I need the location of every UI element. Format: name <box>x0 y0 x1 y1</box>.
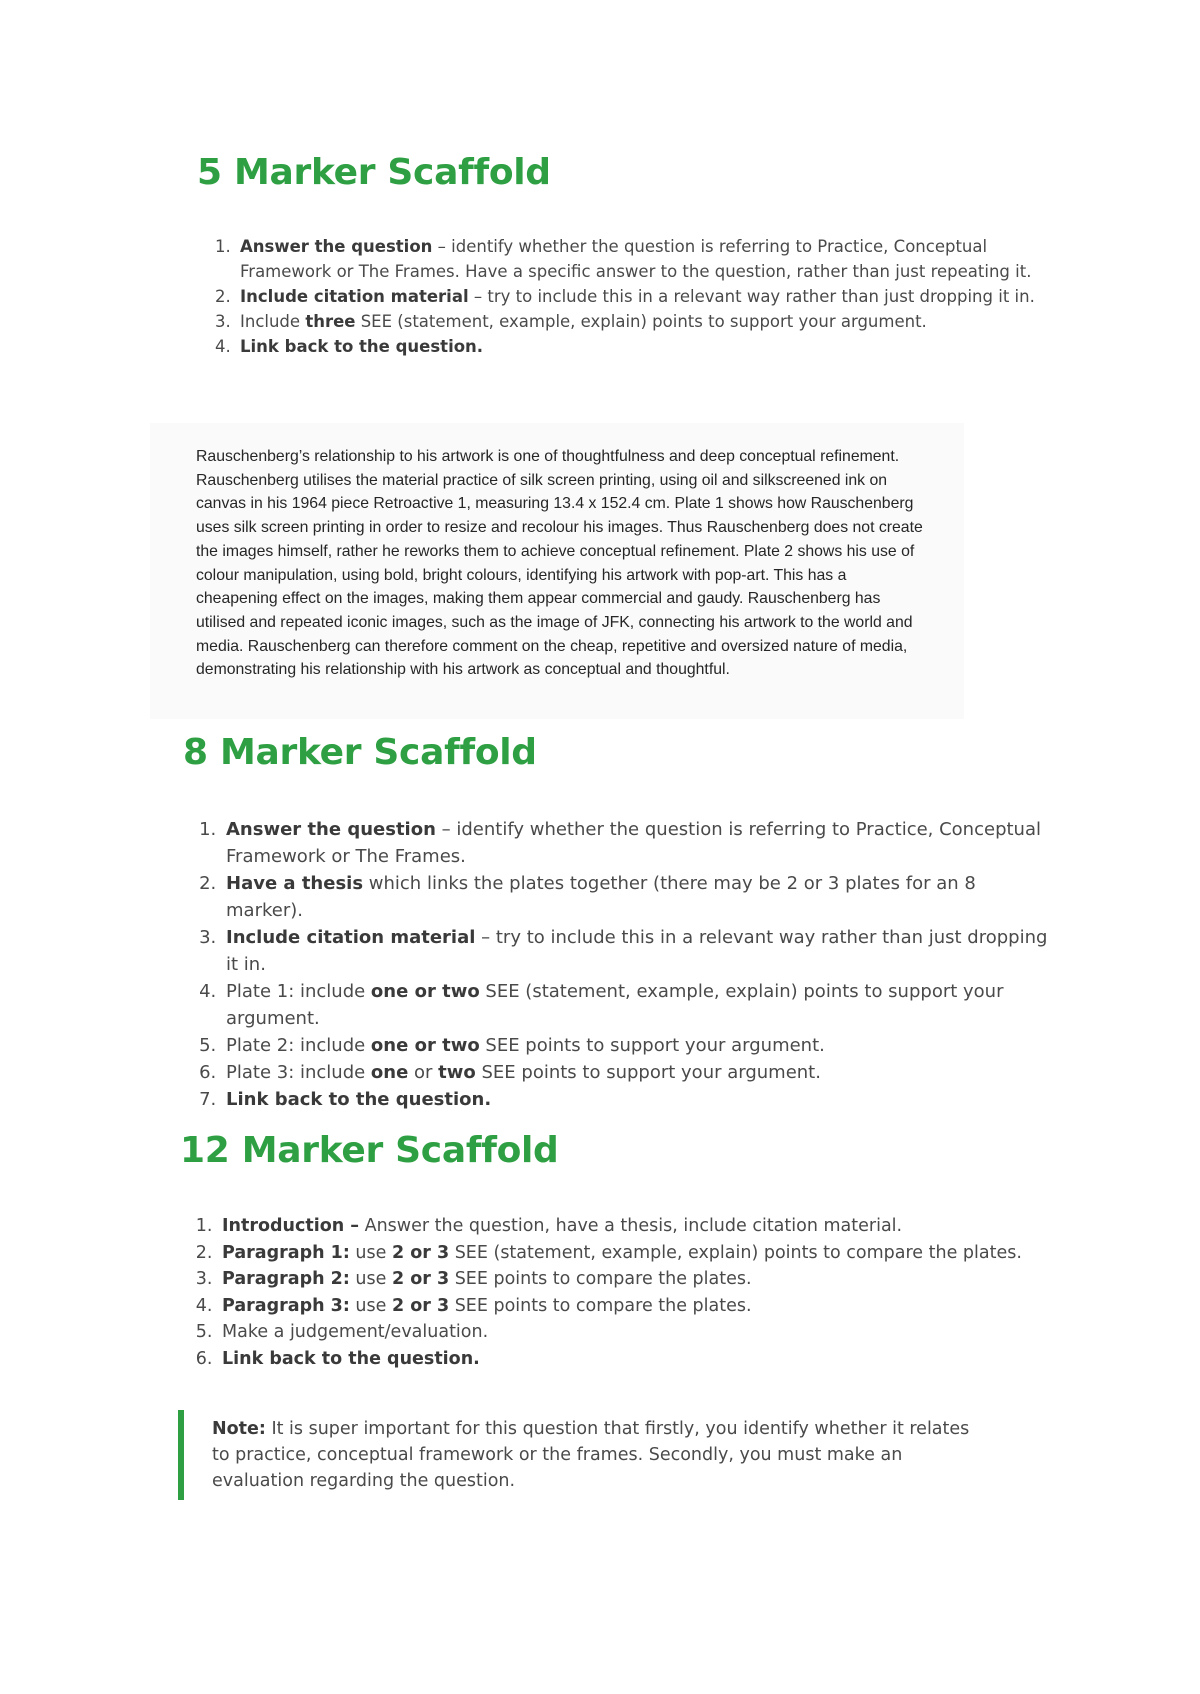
item-text: Plate 3: include <box>226 1062 371 1083</box>
item-emphasis: 2 or 3 <box>391 1269 450 1289</box>
item-emphasis: one <box>370 1062 409 1083</box>
item-emphasis: Include citation material <box>226 927 476 948</box>
list-item <box>236 334 1036 359</box>
list-item <box>222 1086 1052 1113</box>
item-text: Include <box>240 312 306 331</box>
list-item <box>222 816 1052 870</box>
item-text: use <box>349 1295 392 1316</box>
item-emphasis: Link back to the question. <box>222 1348 480 1369</box>
item-text: or <box>408 1062 439 1083</box>
item-text: – try to include this in a relevant way rather than just dropping it in. <box>468 287 1035 306</box>
item-text: SEE points to compare the plates. <box>449 1269 752 1289</box>
list-item <box>218 1213 1048 1240</box>
item-text: – identify whether the question is referring to Practice, Conceptual Framework or The Frames. Have a specific answer to the question, rather than just repeating it. <box>240 237 1032 281</box>
list-item <box>218 1240 1048 1267</box>
item-text: Plate 1: include <box>226 981 371 1002</box>
item-emphasis: three <box>305 312 356 331</box>
item-emphasis: Answer the question <box>240 237 433 256</box>
item-emphasis: 2 or 3 <box>391 1295 450 1316</box>
list-item <box>236 234 1036 284</box>
item-emphasis: Paragraph 3: <box>222 1295 350 1316</box>
item-emphasis: 2 or 3 <box>391 1242 450 1263</box>
item-text: SEE (statement, example, explain) points to support your argument. <box>355 312 927 331</box>
item-text: which links the plates together (there may be 2 or 3 plates for an 8 marker). <box>226 873 976 921</box>
note-callout <box>178 1410 978 1500</box>
list-item <box>222 1032 1052 1059</box>
list-item <box>222 978 1052 1032</box>
list-item <box>236 309 1036 334</box>
note-label: Note: <box>212 1419 266 1439</box>
item-text: – try to include this in a relevant way rather than just dropping it in. <box>226 927 1048 975</box>
item-text: use <box>349 1242 392 1263</box>
list-item <box>218 1346 1048 1373</box>
item-emphasis: Include citation material <box>240 287 469 306</box>
item-emphasis: Introduction – <box>222 1216 360 1236</box>
list-item <box>218 1266 1048 1293</box>
note-text: It is super important for this question that firstly, you identify whether it relates to practice, conceptual framework or the frames. Secondly, you must make an evaluation regarding the question. <box>212 1419 970 1491</box>
list-item <box>222 1059 1052 1086</box>
list-item <box>222 870 1052 924</box>
item-text: use <box>349 1269 392 1289</box>
item-text: Answer the question, have a thesis, include citation material. <box>359 1216 903 1236</box>
item-text: Make a judgement/evaluation. <box>222 1322 489 1342</box>
item-emphasis: two <box>438 1062 476 1083</box>
list-8-marker <box>198 816 1052 1113</box>
heading-12-marker: 12 Marker Scaffold <box>180 1130 559 1171</box>
list-12-marker <box>194 1213 1048 1372</box>
example-response: Rauschenberg’s relationship to his artwork is one of thoughtfulness and deep conceptual refinement. Rauschenberg utilises the material practice of silk screen printing, using oil and silkscreened ink on canvas in his 1964 piece Retroactive 1, measuring 13.4 x 152.4 cm. Plate 1 shows how Rauschenberg uses silk screen printing in order to resize and recolour his images. Thus Rauschenberg does not create the images himself, rather he reworks them to achieve conceptual refinement. Plate 2 shows his use of colour manipulation, using bold, bright colours, identifying his artwork with pop-art. This has a cheapening effect on the images, making them appear commercial and gaudy. Rauschenberg has utilised and repeated iconic images, such as the image of JFK, connecting his artwork to the world and media. Rauschenberg can therefore comment on the cheap, repetitive and oversized nature of media, demonstrating his relationship with his artwork as conceptual and thoughtful. <box>150 423 964 719</box>
item-text: SEE points to support your argument. <box>479 1035 825 1056</box>
list-item <box>218 1319 1048 1346</box>
list-5-marker <box>212 234 1036 359</box>
list-item <box>218 1293 1048 1320</box>
item-emphasis: Paragraph 1: <box>222 1242 350 1263</box>
item-emphasis: Link back to the question. <box>240 337 484 356</box>
item-text: – identify whether the question is referring to Practice, Conceptual Framework or The Frames. <box>226 819 1041 867</box>
item-emphasis: Paragraph 2: <box>222 1269 350 1289</box>
item-emphasis: Answer the question <box>226 819 436 840</box>
item-text: SEE points to compare the plates. <box>449 1295 752 1316</box>
item-text: SEE points to support your argument. <box>475 1062 821 1083</box>
item-emphasis: Link back to the question. <box>226 1089 492 1110</box>
item-emphasis: one or two <box>370 981 480 1002</box>
item-text: SEE (statement, example, explain) points to support your argument. <box>226 981 1004 1029</box>
list-item <box>236 284 1036 309</box>
heading-8-marker: 8 Marker Scaffold <box>183 732 537 773</box>
heading-5-marker: 5 Marker Scaffold <box>197 152 551 193</box>
list-item <box>222 924 1052 978</box>
item-text: SEE (statement, example, explain) points to compare the plates. <box>449 1242 1022 1263</box>
item-text: Plate 2: include <box>226 1035 371 1056</box>
item-emphasis: Have a thesis <box>226 873 364 894</box>
item-emphasis: one or two <box>370 1035 480 1056</box>
